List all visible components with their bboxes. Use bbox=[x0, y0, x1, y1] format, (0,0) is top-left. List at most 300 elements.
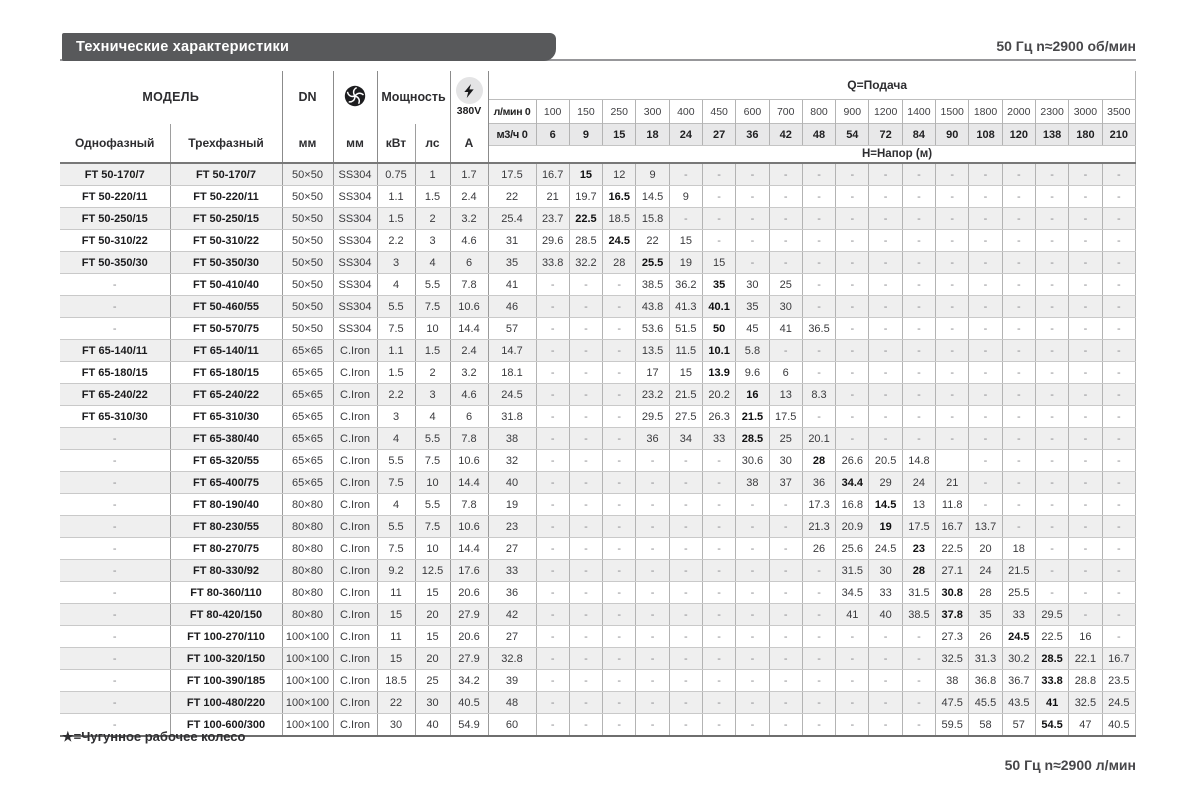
head-value-cell: - bbox=[536, 714, 569, 737]
head-value-cell: - bbox=[902, 692, 935, 714]
head-value-cell: - bbox=[569, 648, 602, 670]
amp-cell: 10.6 bbox=[450, 296, 488, 318]
head-value-cell: - bbox=[769, 230, 802, 252]
head-at-zero-cell: 46 bbox=[488, 296, 536, 318]
head-value-cell: - bbox=[736, 230, 769, 252]
head-value-cell: 13 bbox=[769, 384, 802, 406]
hp-cell: 12.5 bbox=[415, 560, 450, 582]
head-value-cell: 36 bbox=[636, 428, 669, 450]
table-row bbox=[60, 362, 1136, 384]
head-value-cell: - bbox=[936, 230, 969, 252]
dn-cell: 65×65 bbox=[282, 428, 333, 450]
head-at-zero-cell: 36 bbox=[488, 582, 536, 604]
head-value-cell: - bbox=[1002, 296, 1035, 318]
head-value-cell: - bbox=[1102, 472, 1136, 494]
lmin-tick: 900 bbox=[836, 100, 869, 124]
model-single-cell: FT 65-240/22 bbox=[60, 384, 170, 406]
head-value-cell: 32.5 bbox=[936, 648, 969, 670]
amp-cell: 4.6 bbox=[450, 384, 488, 406]
head-value-cell: - bbox=[536, 538, 569, 560]
head-value-cell: - bbox=[1002, 384, 1035, 406]
head-value-cell: - bbox=[969, 450, 1002, 472]
head-value-cell: - bbox=[536, 472, 569, 494]
kw-cell: 4 bbox=[377, 428, 415, 450]
head-value-cell: 11.8 bbox=[936, 494, 969, 516]
model-three-cell: FT 65-310/30 bbox=[170, 406, 282, 428]
head-value-cell: - bbox=[836, 714, 869, 737]
lmin-scale-label: л/мин 0 bbox=[488, 100, 536, 124]
head-value-cell: - bbox=[569, 406, 602, 428]
head-value-cell: 28 bbox=[603, 252, 636, 274]
head-value-cell: - bbox=[1035, 428, 1068, 450]
head-value-cell: - bbox=[869, 670, 902, 692]
lmin-tick: 2300 bbox=[1035, 100, 1068, 124]
head-value-cell: - bbox=[702, 582, 735, 604]
head-value-cell: - bbox=[1102, 428, 1136, 450]
head-value-cell: - bbox=[869, 163, 902, 186]
head-at-zero-cell: 41 bbox=[488, 274, 536, 296]
table-row bbox=[60, 428, 1136, 450]
lmin-tick: 400 bbox=[669, 100, 702, 124]
kw-cell: 22 bbox=[377, 692, 415, 714]
table-row bbox=[60, 626, 1136, 648]
head-value-cell: - bbox=[736, 648, 769, 670]
head-value-cell: - bbox=[569, 318, 602, 340]
head-value-cell: 24 bbox=[902, 472, 935, 494]
head-value-cell: - bbox=[1069, 208, 1102, 230]
table-row bbox=[60, 538, 1136, 560]
head-value-cell: 24.5 bbox=[869, 538, 902, 560]
amp-cell: 3.2 bbox=[450, 208, 488, 230]
column-header-impeller bbox=[333, 71, 377, 124]
model-three-cell: FT 65-180/15 bbox=[170, 362, 282, 384]
column-header-dn-unit: мм bbox=[282, 124, 333, 164]
dn-cell: 80×80 bbox=[282, 494, 333, 516]
head-value-cell: - bbox=[536, 384, 569, 406]
head-value-cell: 25 bbox=[769, 274, 802, 296]
specs-table-wrapper bbox=[60, 71, 1136, 737]
head-value-cell: - bbox=[1002, 230, 1035, 252]
kw-cell: 5.5 bbox=[377, 296, 415, 318]
head-value-cell: - bbox=[603, 648, 636, 670]
head-at-zero-cell: 48 bbox=[488, 692, 536, 714]
lmin-tick: 100 bbox=[536, 100, 569, 124]
kw-cell: 2.2 bbox=[377, 384, 415, 406]
head-value-cell: - bbox=[969, 494, 1002, 516]
head-value-cell: - bbox=[603, 692, 636, 714]
head-value-cell: - bbox=[869, 428, 902, 450]
model-three-cell: FT 50-350/30 bbox=[170, 252, 282, 274]
m3h-tick: 36 bbox=[736, 124, 769, 146]
head-value-cell: - bbox=[936, 163, 969, 186]
head-value-cell: - bbox=[802, 604, 835, 626]
head-value-cell: - bbox=[1069, 318, 1102, 340]
head-value-cell: 29.5 bbox=[1035, 604, 1068, 626]
head-value-cell: - bbox=[536, 604, 569, 626]
head-value-cell: - bbox=[603, 714, 636, 737]
model-single-cell: - bbox=[60, 692, 170, 714]
dn-cell: 80×80 bbox=[282, 538, 333, 560]
dn-cell: 50×50 bbox=[282, 230, 333, 252]
head-value-cell: - bbox=[1102, 538, 1136, 560]
hp-cell: 5.5 bbox=[415, 274, 450, 296]
model-single-cell: - bbox=[60, 604, 170, 626]
head-value-cell: 13.5 bbox=[636, 340, 669, 362]
kw-cell: 3 bbox=[377, 406, 415, 428]
head-value-cell: - bbox=[1035, 538, 1068, 560]
hp-cell: 10 bbox=[415, 318, 450, 340]
table-row bbox=[60, 692, 1136, 714]
head-value-cell: - bbox=[969, 340, 1002, 362]
kw-cell: 5.5 bbox=[377, 516, 415, 538]
head-value-cell: - bbox=[769, 208, 802, 230]
head-value-cell: - bbox=[802, 274, 835, 296]
head-value-cell: - bbox=[603, 362, 636, 384]
head-value-cell: - bbox=[736, 582, 769, 604]
head-value-cell: - bbox=[702, 450, 735, 472]
head-value-cell: - bbox=[1069, 362, 1102, 384]
head-value-cell: 19.7 bbox=[569, 186, 602, 208]
head-value-cell: - bbox=[1069, 450, 1102, 472]
head-value-cell: - bbox=[969, 208, 1002, 230]
head-value-cell: 28.5 bbox=[1035, 648, 1068, 670]
kw-cell: 11 bbox=[377, 582, 415, 604]
head-value-cell: - bbox=[836, 626, 869, 648]
head-value-cell: 24.5 bbox=[603, 230, 636, 252]
head-value-cell: - bbox=[736, 538, 769, 560]
head-value-cell: 28 bbox=[969, 582, 1002, 604]
head-value-cell: - bbox=[536, 516, 569, 538]
hp-cell: 40 bbox=[415, 714, 450, 737]
model-single-cell: - bbox=[60, 318, 170, 340]
amp-cell: 14.4 bbox=[450, 318, 488, 340]
head-value-cell: 36 bbox=[802, 472, 835, 494]
head-value-cell: - bbox=[1069, 163, 1102, 186]
table-row bbox=[60, 670, 1136, 692]
head-value-cell: 21 bbox=[936, 472, 969, 494]
head-value-cell: - bbox=[969, 384, 1002, 406]
head-value-cell: 30 bbox=[869, 560, 902, 582]
head-value-cell: 16.7 bbox=[536, 163, 569, 186]
material-cell: C.Iron bbox=[333, 648, 377, 670]
head-value-cell: - bbox=[802, 208, 835, 230]
head-value-cell: - bbox=[669, 604, 702, 626]
amp-cell: 27.9 bbox=[450, 604, 488, 626]
amp-cell: 54.9 bbox=[450, 714, 488, 737]
hp-cell: 20 bbox=[415, 604, 450, 626]
head-value-cell: 14.5 bbox=[636, 186, 669, 208]
head-value-cell: 30 bbox=[769, 296, 802, 318]
head-value-cell: - bbox=[769, 604, 802, 626]
head-value-cell: 27.5 bbox=[669, 406, 702, 428]
head-value-cell: - bbox=[603, 626, 636, 648]
head-value-cell: 5.8 bbox=[736, 340, 769, 362]
head-value-cell: - bbox=[1102, 186, 1136, 208]
head-value-cell: - bbox=[1102, 252, 1136, 274]
head-value-cell: - bbox=[636, 472, 669, 494]
head-value-cell: - bbox=[636, 450, 669, 472]
dn-cell: 65×65 bbox=[282, 384, 333, 406]
head-value-cell: - bbox=[1102, 163, 1136, 186]
head-at-zero-cell: 14.7 bbox=[488, 340, 536, 362]
hp-cell: 15 bbox=[415, 626, 450, 648]
head-value-cell: - bbox=[1035, 274, 1068, 296]
model-single-cell: - bbox=[60, 670, 170, 692]
material-cell: C.Iron bbox=[333, 604, 377, 626]
table-row bbox=[60, 648, 1136, 670]
table-row bbox=[60, 318, 1136, 340]
m3h-scale-label: м3/ч 0 bbox=[488, 124, 536, 146]
head-value-cell: - bbox=[802, 714, 835, 737]
amp-cell: 40.5 bbox=[450, 692, 488, 714]
m3h-tick: 9 bbox=[569, 124, 602, 146]
lmin-tick: 600 bbox=[736, 100, 769, 124]
voltage-label: 380V bbox=[456, 105, 482, 118]
hp-cell: 7.5 bbox=[415, 296, 450, 318]
head-value-cell: 23 bbox=[902, 538, 935, 560]
head-value-cell: - bbox=[669, 648, 702, 670]
head-value-cell: - bbox=[1002, 318, 1035, 340]
head-value-cell: - bbox=[1035, 318, 1068, 340]
model-three-cell: FT 50-220/11 bbox=[170, 186, 282, 208]
head-value-cell: - bbox=[769, 538, 802, 560]
dn-cell: 100×100 bbox=[282, 626, 333, 648]
lmin-tick: 3000 bbox=[1069, 100, 1102, 124]
head-value-cell: 43.8 bbox=[636, 296, 669, 318]
head-value-cell: 47.5 bbox=[936, 692, 969, 714]
material-cell: C.Iron bbox=[333, 406, 377, 428]
hp-cell: 7.5 bbox=[415, 516, 450, 538]
head-value-cell: - bbox=[969, 163, 1002, 186]
head-value-cell: - bbox=[836, 362, 869, 384]
head-value-cell: - bbox=[1069, 230, 1102, 252]
head-value-cell: - bbox=[636, 648, 669, 670]
model-single-cell: FT 50-350/30 bbox=[60, 252, 170, 274]
amp-cell: 6 bbox=[450, 252, 488, 274]
head-value-cell: - bbox=[603, 428, 636, 450]
lmin-tick: 450 bbox=[702, 100, 735, 124]
head-value-cell: - bbox=[1002, 274, 1035, 296]
material-cell: C.Iron bbox=[333, 428, 377, 450]
head-value-cell: - bbox=[1102, 406, 1136, 428]
head-at-zero-cell: 33 bbox=[488, 560, 536, 582]
head-value-cell: - bbox=[769, 340, 802, 362]
head-value-cell: - bbox=[636, 516, 669, 538]
head-value-cell: - bbox=[836, 318, 869, 340]
hp-cell: 1 bbox=[415, 163, 450, 186]
head-value-cell: - bbox=[669, 692, 702, 714]
head-value-cell: - bbox=[869, 296, 902, 318]
head-value-cell: 15 bbox=[702, 252, 735, 274]
head-value-cell: - bbox=[802, 582, 835, 604]
head-value-cell: - bbox=[536, 318, 569, 340]
head-value-cell: 34.4 bbox=[836, 472, 869, 494]
head-value-cell: - bbox=[902, 384, 935, 406]
head-value-cell: 30 bbox=[736, 274, 769, 296]
head-value-cell: - bbox=[869, 362, 902, 384]
head-value-cell: - bbox=[603, 384, 636, 406]
head-value-cell: 28.5 bbox=[736, 428, 769, 450]
dn-cell: 100×100 bbox=[282, 714, 333, 737]
head-value-cell: - bbox=[702, 692, 735, 714]
column-header-hp: лс bbox=[415, 124, 450, 164]
head-value-cell: - bbox=[902, 186, 935, 208]
table-row bbox=[60, 252, 1136, 274]
hp-cell: 25 bbox=[415, 670, 450, 692]
head-at-zero-cell: 24.5 bbox=[488, 384, 536, 406]
head-value-cell: - bbox=[1102, 560, 1136, 582]
head-value-cell: 16.7 bbox=[1102, 648, 1136, 670]
head-value-cell: - bbox=[702, 230, 735, 252]
model-single-cell: - bbox=[60, 274, 170, 296]
m3h-tick: 15 bbox=[603, 124, 636, 146]
head-value-cell: 38 bbox=[936, 670, 969, 692]
column-header-amp: A bbox=[450, 124, 488, 164]
head-value-cell: - bbox=[669, 208, 702, 230]
head-at-zero-cell: 40 bbox=[488, 472, 536, 494]
head-value-cell: - bbox=[936, 406, 969, 428]
head-value-cell: - bbox=[603, 560, 636, 582]
head-value-cell: - bbox=[1069, 252, 1102, 274]
head-value-cell: 45 bbox=[736, 318, 769, 340]
head-value-cell: 50 bbox=[702, 318, 735, 340]
head-value-cell: - bbox=[802, 230, 835, 252]
head-value-cell: - bbox=[836, 670, 869, 692]
head-value-cell: - bbox=[1069, 560, 1102, 582]
head-value-cell: - bbox=[569, 450, 602, 472]
head-value-cell: 24.5 bbox=[1002, 626, 1035, 648]
head-value-cell: 32.5 bbox=[1069, 692, 1102, 714]
dn-cell: 50×50 bbox=[282, 318, 333, 340]
hp-cell: 10 bbox=[415, 538, 450, 560]
table-row bbox=[60, 296, 1136, 318]
model-single-cell: FT 50-170/7 bbox=[60, 163, 170, 186]
head-value-cell: - bbox=[536, 362, 569, 384]
model-single-cell: - bbox=[60, 516, 170, 538]
head-value-cell: 16.8 bbox=[836, 494, 869, 516]
head-value-cell: - bbox=[1035, 494, 1068, 516]
material-cell: C.Iron bbox=[333, 714, 377, 737]
column-header-voltage bbox=[450, 71, 488, 124]
head-value-cell: 26.3 bbox=[702, 406, 735, 428]
head-value-cell: - bbox=[569, 604, 602, 626]
head-value-cell: - bbox=[802, 362, 835, 384]
head-value-cell: 27.1 bbox=[936, 560, 969, 582]
head-value-cell: 26 bbox=[802, 538, 835, 560]
head-value-cell: - bbox=[702, 163, 735, 186]
m3h-tick: 180 bbox=[1069, 124, 1102, 146]
model-three-cell: FT 50-170/7 bbox=[170, 163, 282, 186]
material-cell: C.Iron bbox=[333, 494, 377, 516]
head-value-cell: - bbox=[902, 670, 935, 692]
dn-cell: 80×80 bbox=[282, 582, 333, 604]
head-at-zero-cell: 25.4 bbox=[488, 208, 536, 230]
lightning-icon bbox=[456, 77, 483, 104]
head-value-cell: 23.2 bbox=[636, 384, 669, 406]
head-value-cell: - bbox=[702, 186, 735, 208]
dn-cell: 100×100 bbox=[282, 670, 333, 692]
head-value-cell: 53.6 bbox=[636, 318, 669, 340]
head-value-cell: 29 bbox=[869, 472, 902, 494]
head-value-cell: 19 bbox=[869, 516, 902, 538]
dn-cell: 100×100 bbox=[282, 648, 333, 670]
head-value-cell: 14.8 bbox=[902, 450, 935, 472]
material-cell: SS304 bbox=[333, 230, 377, 252]
head-value-cell: - bbox=[902, 163, 935, 186]
head-value-cell: - bbox=[736, 604, 769, 626]
head-value-cell: 16 bbox=[1069, 626, 1102, 648]
kw-cell: 15 bbox=[377, 648, 415, 670]
head-value-cell: - bbox=[802, 252, 835, 274]
head-value-cell: 22.5 bbox=[1035, 626, 1068, 648]
head-value-cell: - bbox=[936, 362, 969, 384]
material-cell: SS304 bbox=[333, 318, 377, 340]
head-value-cell: 13 bbox=[902, 494, 935, 516]
head-value-cell: - bbox=[1035, 163, 1068, 186]
kw-cell: 1.5 bbox=[377, 362, 415, 384]
head-value-cell: 28.8 bbox=[1069, 670, 1102, 692]
material-cell: SS304 bbox=[333, 208, 377, 230]
m3h-tick: 48 bbox=[802, 124, 835, 146]
head-value-cell: - bbox=[1102, 516, 1136, 538]
head-value-cell: 18.5 bbox=[603, 208, 636, 230]
kw-cell: 30 bbox=[377, 714, 415, 737]
head-value-cell: - bbox=[669, 538, 702, 560]
hp-cell: 1.5 bbox=[415, 186, 450, 208]
lmin-tick: 3500 bbox=[1102, 100, 1136, 124]
head-value-cell: 10.1 bbox=[702, 340, 735, 362]
table-row bbox=[60, 274, 1136, 296]
head-value-cell: - bbox=[936, 428, 969, 450]
model-single-cell: - bbox=[60, 714, 170, 737]
kw-cell: 1.1 bbox=[377, 340, 415, 362]
hp-cell: 30 bbox=[415, 692, 450, 714]
head-value-cell: - bbox=[1069, 384, 1102, 406]
head-value-cell: - bbox=[669, 560, 702, 582]
head-value-cell: 41.3 bbox=[669, 296, 702, 318]
head-value-cell: - bbox=[1069, 274, 1102, 296]
material-cell: SS304 bbox=[333, 163, 377, 186]
head-value-cell: - bbox=[603, 318, 636, 340]
head-value-cell: - bbox=[969, 274, 1002, 296]
head-value-cell: 33 bbox=[869, 582, 902, 604]
head-value-cell: - bbox=[869, 714, 902, 737]
head-value-cell: - bbox=[603, 670, 636, 692]
column-header-kw: кВт bbox=[377, 124, 415, 164]
model-single-cell: - bbox=[60, 626, 170, 648]
head-value-cell: 20.5 bbox=[869, 450, 902, 472]
head-value-cell: - bbox=[1035, 362, 1068, 384]
amp-cell: 17.6 bbox=[450, 560, 488, 582]
dn-cell: 65×65 bbox=[282, 450, 333, 472]
head-value-cell: - bbox=[1102, 340, 1136, 362]
head-value-cell: - bbox=[1002, 163, 1035, 186]
m3h-tick: 6 bbox=[536, 124, 569, 146]
head-value-cell: 59.5 bbox=[936, 714, 969, 737]
head-at-zero-cell: 23 bbox=[488, 516, 536, 538]
head-at-zero-cell: 39 bbox=[488, 670, 536, 692]
head-value-cell: - bbox=[1002, 494, 1035, 516]
hp-cell: 5.5 bbox=[415, 494, 450, 516]
head-value-cell: - bbox=[603, 516, 636, 538]
head-value-cell: - bbox=[969, 362, 1002, 384]
head-value-cell: 17 bbox=[636, 362, 669, 384]
head-value-cell: - bbox=[736, 494, 769, 516]
head-value-cell: - bbox=[969, 296, 1002, 318]
head-value-cell: - bbox=[902, 230, 935, 252]
head-value-cell: - bbox=[969, 406, 1002, 428]
kw-cell: 2.2 bbox=[377, 230, 415, 252]
